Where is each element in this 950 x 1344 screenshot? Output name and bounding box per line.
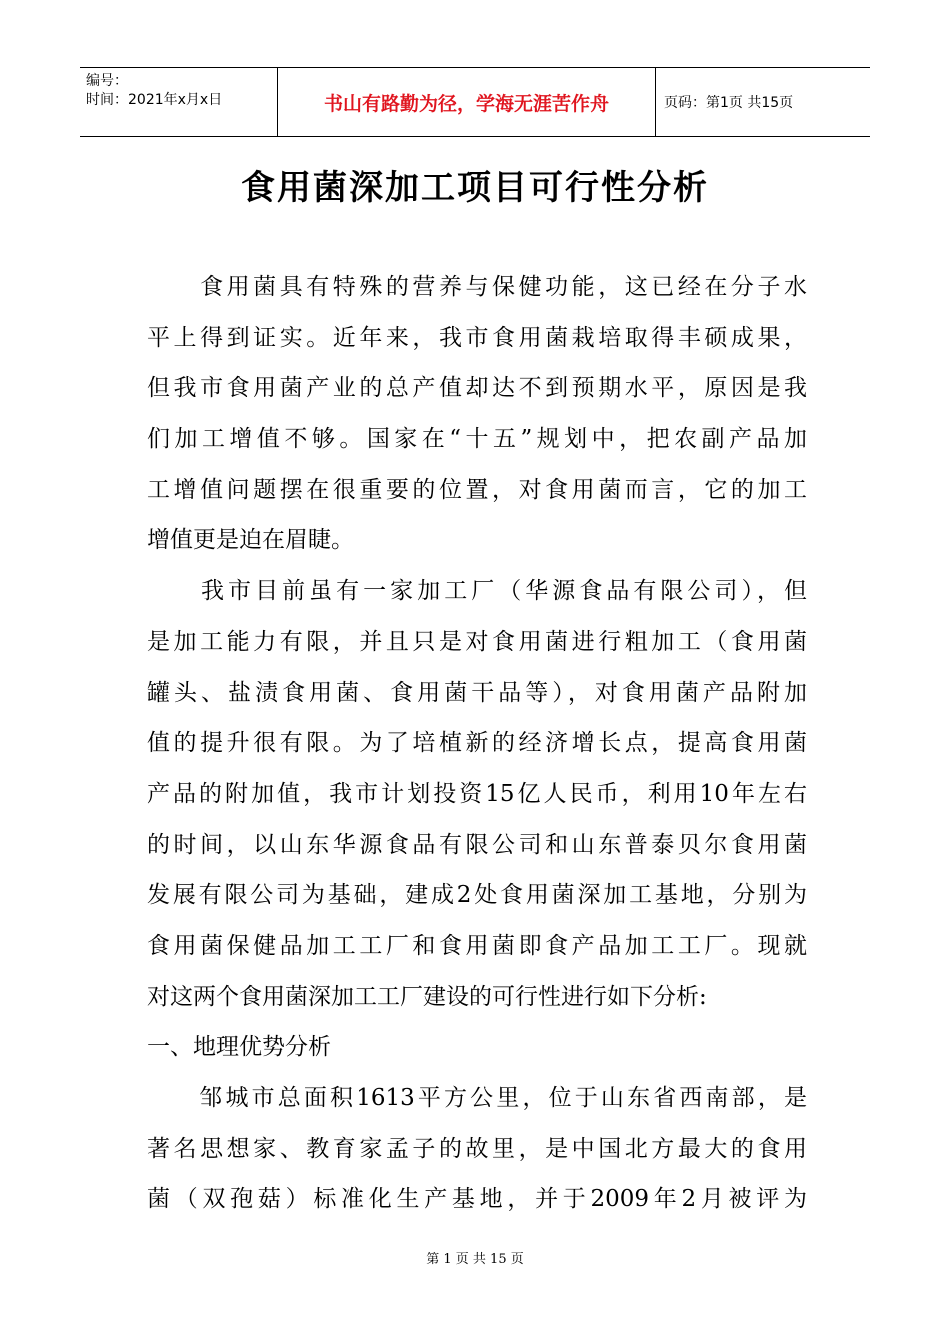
text-line: 罐头、盐渍食用菌、食用菌干品等），对食用菌产品附加 bbox=[147, 679, 807, 706]
paragraph bbox=[147, 566, 807, 1022]
text-line: 但我市食用菌产业的总产值却达不到预期水平，原因是我 bbox=[147, 375, 807, 402]
text-line: 菌（双孢菇）标准化生产基地，并于2009年2月被评为 bbox=[147, 1186, 807, 1213]
page-header bbox=[80, 67, 870, 137]
text-line: 食用菌保健品加工工厂和食用菌即食产品加工工厂。现就 bbox=[147, 932, 807, 959]
text-line: 对这两个食用菌深加工工厂建设的可行性进行如下分析: bbox=[147, 983, 707, 1010]
text-line: 发展有限公司为基础，建成2处食用菌深加工基地，分别为 bbox=[147, 882, 807, 909]
text-line: 平上得到证实。近年来，我市食用菌栽培取得丰硕成果， bbox=[147, 324, 807, 351]
text-line: 产品的附加值，我市计划投资15亿人民币，利用10年左右 bbox=[147, 780, 807, 807]
text-line: 食用菌具有特殊的营养与保健功能，这已经在分子水 bbox=[147, 274, 807, 300]
header-meta bbox=[80, 68, 278, 136]
text-line: 值的提升很有限。为了培植新的经济增长点，提高食用菌 bbox=[147, 730, 807, 757]
text-line: 们加工增值不够。国家在“十五”规划中，把农副产品加 bbox=[147, 426, 807, 453]
text-line: 是加工能力有限，并且只是对食用菌进行粗加工（食用菌 bbox=[147, 628, 807, 655]
time-label: 时间：2021年x月x日 bbox=[86, 92, 223, 108]
paragraph bbox=[147, 1073, 807, 1225]
header-motto: 书山有路勤为径，学海无涯苦作舟 bbox=[278, 68, 656, 136]
text-line: 增值更是迫在眉睫。 bbox=[147, 527, 354, 554]
paragraph bbox=[147, 262, 807, 566]
header-page-info: 页码：第1页 共15页 bbox=[664, 95, 794, 111]
text-line: 一、地理优势分析 bbox=[147, 1034, 331, 1061]
document-body bbox=[147, 262, 807, 1225]
page-footer: 第 1 页 共 15 页 bbox=[426, 1252, 524, 1267]
text-line: 邹城市总面积1613平方公里，位于山东省西南部，是 bbox=[147, 1085, 807, 1111]
text-line: 工增值问题摆在很重要的位置，对食用菌而言，它的加工 bbox=[147, 476, 807, 503]
number-label: 编号： bbox=[86, 73, 128, 89]
text-line: 我市目前虽有一家加工厂（华源食品有限公司），但 bbox=[147, 578, 807, 605]
text-line: 著名思想家、教育家孟子的故里，是中国北方最大的食用 bbox=[147, 1135, 807, 1162]
section-heading bbox=[147, 1022, 807, 1073]
document-title: 食用菌深加工项目可行性分析 bbox=[241, 168, 709, 208]
text-line: 的时间，以山东华源食品有限公司和山东普泰贝尔食用菌 bbox=[147, 831, 807, 858]
